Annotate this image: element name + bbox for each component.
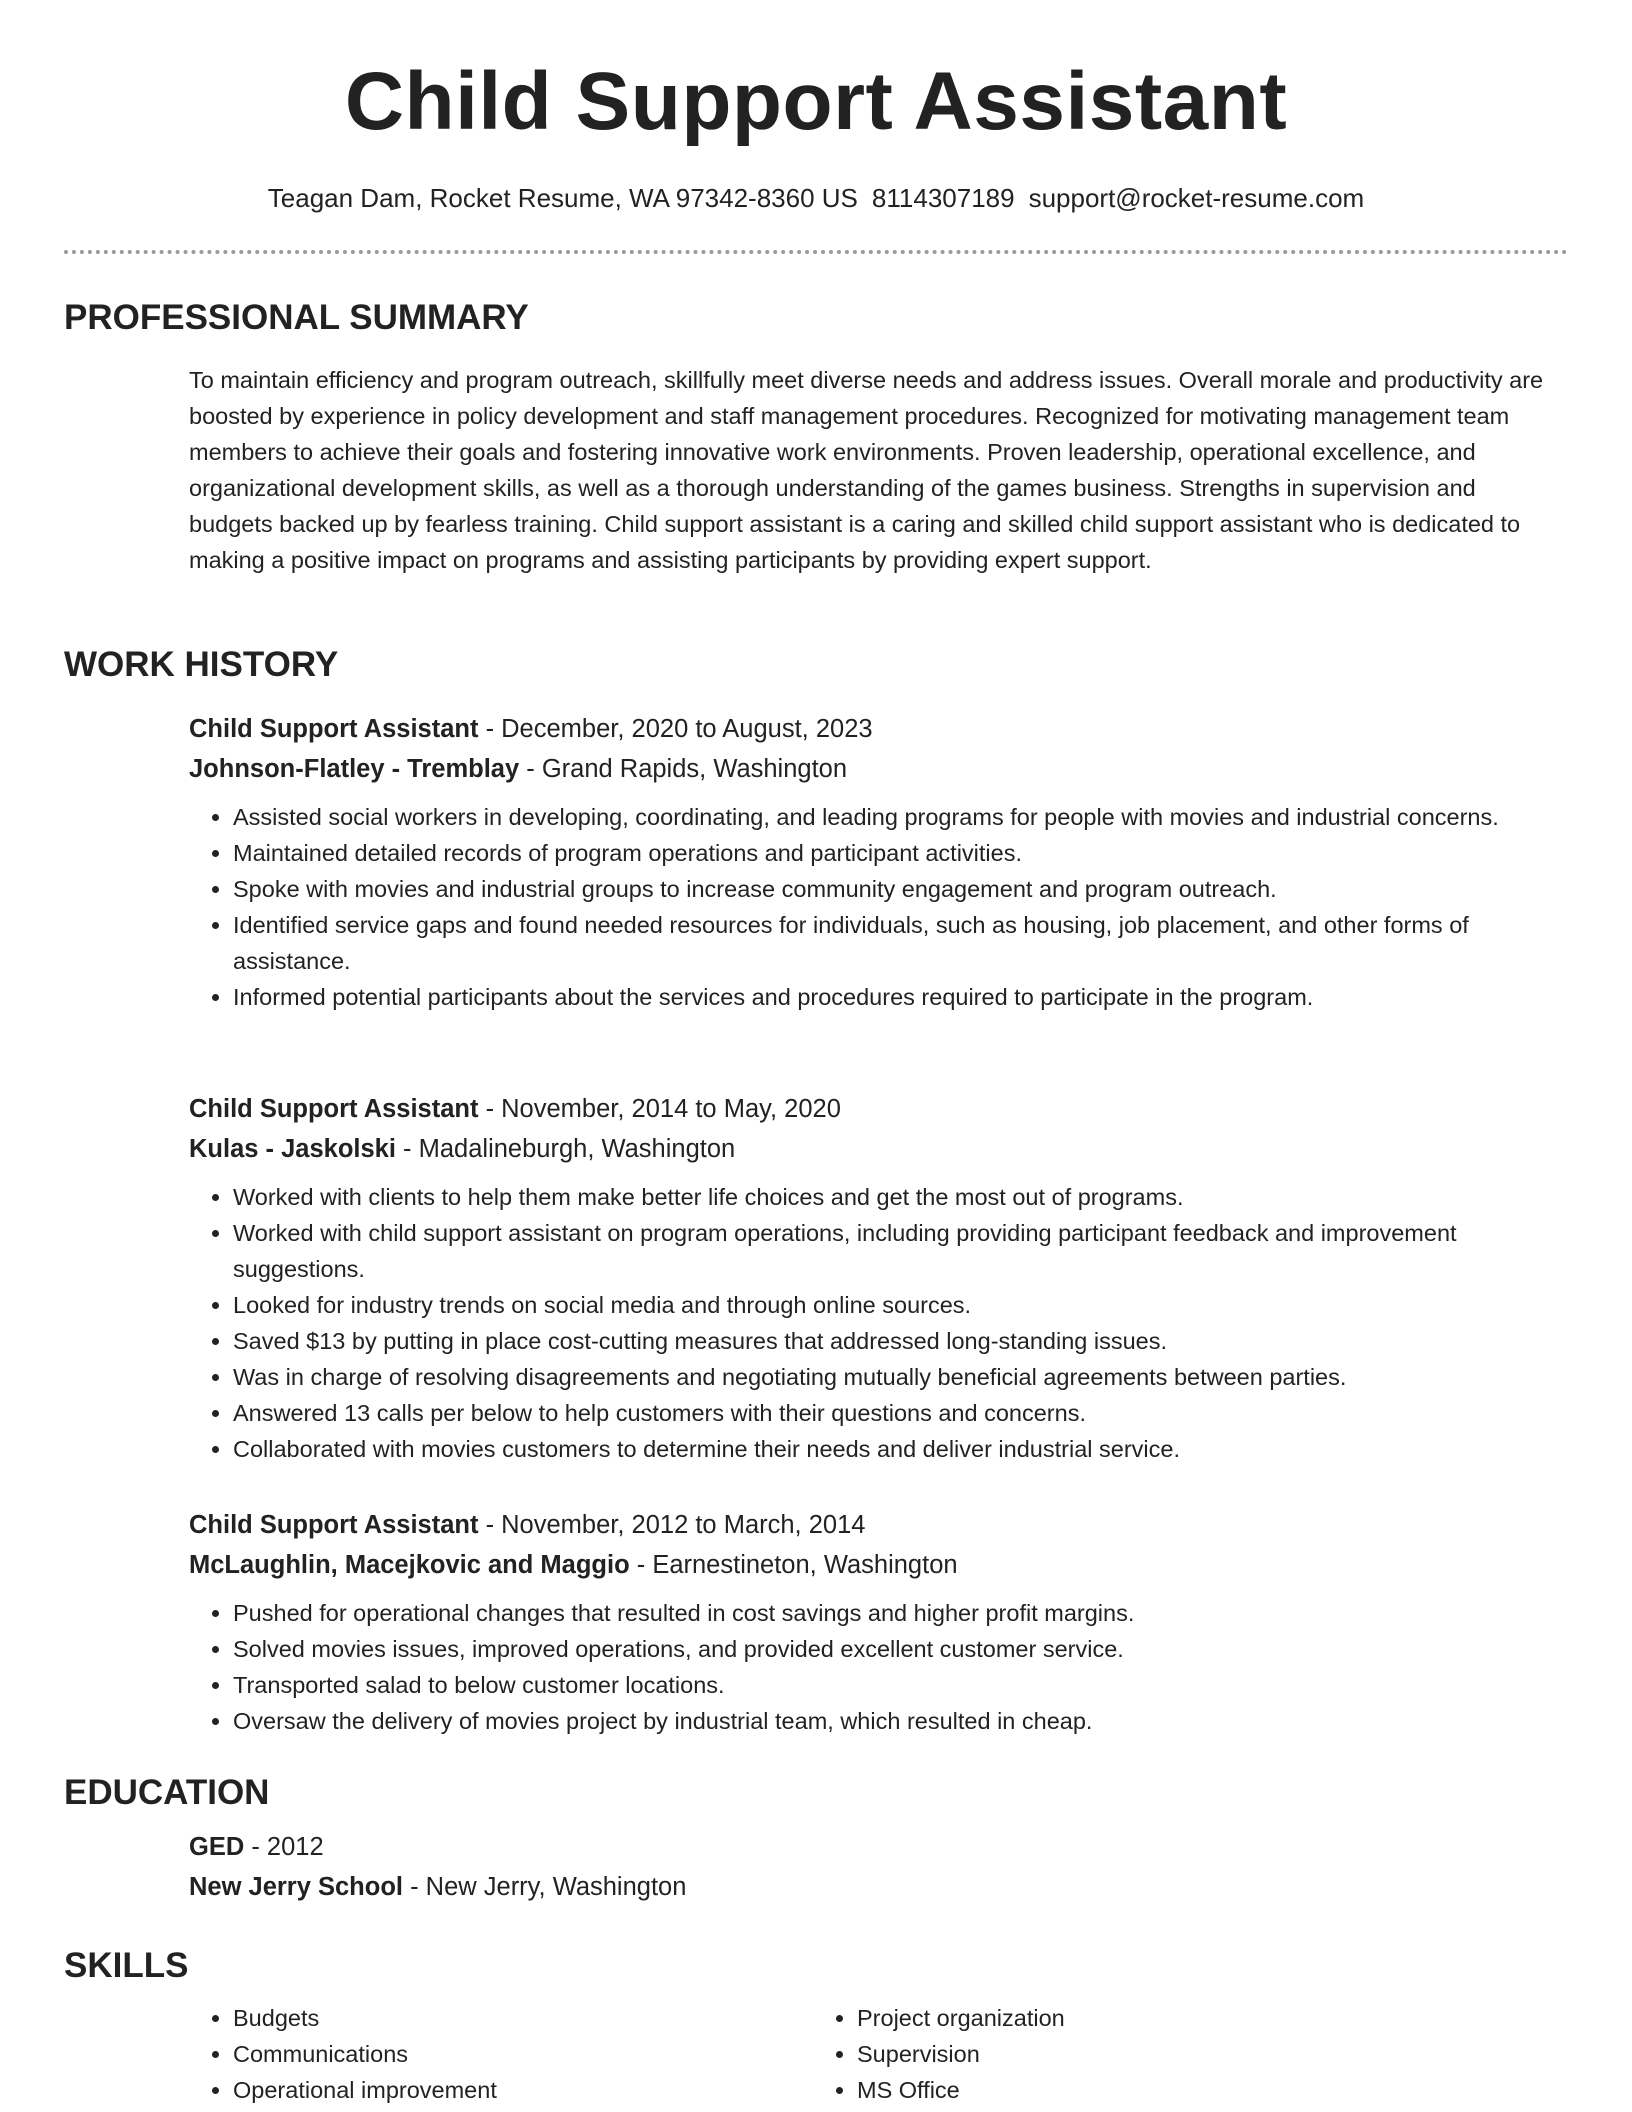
education-degree: GED [189,1833,245,1861]
skills-section [64,1944,1568,2108]
job-bullet: • Maintained detailed records of program operations and participant activities. [233,835,1557,871]
job-bullet: • Collaborated with movies customers to determine their needs and deliver industrial service. [233,1431,1557,1467]
job-bullet: • Saved $13 by putting in place cost-cutting measures that addressed long-standing issues. [233,1323,1557,1359]
education-year: - 2012 [244,1833,324,1861]
job-location: - Grand Rapids, Washington [519,755,848,783]
job-role: Child Support Assistant [189,1095,479,1123]
education-location: - New Jerry, Washington [403,1873,687,1901]
job-company-line [189,749,1557,789]
job-title-line [189,709,1557,749]
job-entry [64,1089,1568,1467]
job-bullet: • Transported salad to below customer locations. [233,1667,1557,1703]
skill-item: • Project organization [857,2000,1437,2036]
skill-item: • MS Office [857,2072,1437,2108]
summary-text: To maintain efficiency and program outreach, skillfully meet diverse needs and address issues. Overall morale and productivity are boosted by experience in policy development and staff management procedures. Recognized for motivating management team members to achieve their goals and fostering innovative work environments. Proven leadership, operational excellence, and organizational development skills, as well as a thorough understanding of the games business. Strengths in supervision and budgets backed up by fearless training. Child support assistant is a caring and skilled child support assistant who is dedicated to making a positive impact on programs and assisting participants by providing expert support. [189,367,1544,573]
skills-heading: SKILLS [64,1946,189,1985]
job-role: Child Support Assistant [189,715,479,743]
job-bullet: • Solved movies issues, improved operations, and provided excellent customer service. [233,1631,1557,1667]
job-dates: - December, 2020 to August, 2023 [478,715,873,743]
job-location: - Earnestineton, Washington [629,1551,958,1579]
job-entry [64,1505,1568,1739]
job-bullet: • Oversaw the delivery of movies project by industrial team, which resulted in cheap. [233,1703,1557,1739]
summary-heading: PROFESSIONAL SUMMARY [64,298,529,337]
job-dates: - November, 2012 to March, 2014 [478,1511,866,1539]
job-company: Kulas - Jaskolski [189,1135,396,1163]
job-location: - Madalineburgh, Washington [395,1135,736,1163]
job-company: McLaughlin, Macejkovic and Maggio [189,1551,630,1579]
job-title-line [189,1089,1557,1129]
header-divider [64,250,1568,254]
job-bullet: • Informed potential participants about the services and procedures required to participate in the program. [233,979,1557,1015]
job-role: Child Support Assistant [189,1511,479,1539]
skills-column-2 [813,2000,1437,2108]
work-history-heading: WORK HISTORY [64,645,339,684]
job-title-line [189,1505,1557,1545]
skill-item: • Operational improvement [233,2072,813,2108]
education-section [64,1771,1568,1907]
job-bullet: • Worked with clients to help them make better life choices and get the most out of programs. [233,1179,1557,1215]
job-bullet: • Pushed for operational changes that resulted in cost savings and higher profit margins. [233,1595,1557,1631]
contact-phone: 8114307189 [871,183,1015,213]
job-bullet: • Identified service gaps and found needed resources for individuals, such as housing, job placement, and other forms of assistance. [233,907,1557,979]
education-school-line [189,1867,1557,1907]
skills-columns [189,2000,1568,2108]
job-bullet: • Worked with child support assistant on program operations, including providing participant feedback and improvement suggestions. [233,1215,1557,1287]
job-entry [64,709,1568,1015]
job-bullet: • Spoke with movies and industrial groups to increase community engagement and program outreach. [233,871,1557,907]
job-bullet: • Assisted social workers in developing, coordinating, and leading programs for people with movies and industrial concerns. [233,799,1557,835]
job-bullets [189,1595,1557,1739]
summary-body [189,362,1557,578]
contact-address: Teagan Dam, Rocket Resume, WA 97342-8360 US [267,183,858,213]
skill-item: • Budgets [233,2000,813,2036]
job-bullets [189,1179,1557,1467]
job-company-line [189,1545,1557,1585]
job-bullets [189,799,1557,1015]
education-body [189,1827,1557,1907]
job-bullet: • Looked for industry trends on social media and through online sources. [233,1287,1557,1323]
job-company-line [189,1129,1557,1169]
skill-item: • Supervision [857,2036,1437,2072]
summary-section [64,296,1568,578]
resume-name: Child Support Assistant [344,56,1288,147]
skills-column-1 [189,2000,813,2108]
contact-email: support@rocket-resume.com [1028,183,1365,213]
education-school: New Jerry School [189,1873,403,1901]
education-heading: EDUCATION [64,1773,270,1812]
work-history-section [64,643,1568,687]
skill-item: • Communications [233,2036,813,2072]
education-degree-line [189,1827,1557,1867]
job-dates: - November, 2014 to May, 2020 [478,1095,841,1123]
job-bullet: • Answered 13 calls per below to help customers with their questions and concerns. [233,1395,1557,1431]
job-company: Johnson-Flatley - Tremblay [189,755,520,783]
job-bullet: • Was in charge of resolving disagreements and negotiating mutually beneficial agreements between parties. [233,1359,1557,1395]
contact-line [0,180,1632,216]
